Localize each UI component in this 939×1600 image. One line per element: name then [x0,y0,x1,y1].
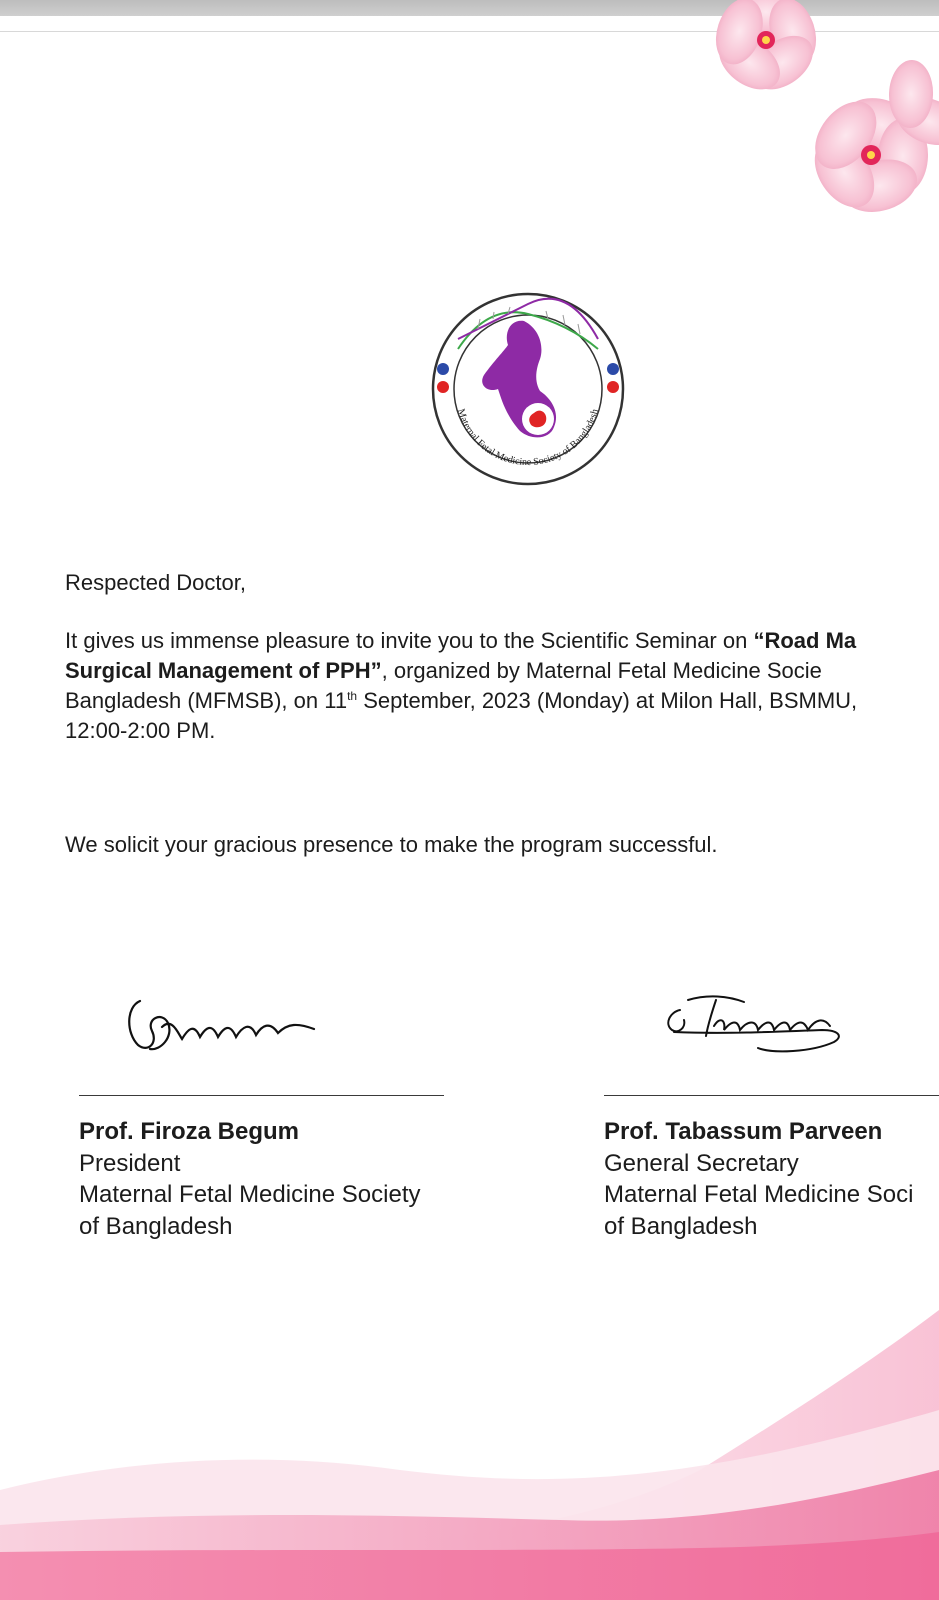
signatory-role: General Secretary [604,1149,799,1177]
signatory-name: Prof. Tabassum Parveen [604,1118,883,1145]
signature-firoza-begum [122,993,332,1063]
event-time: 12:00-2:00 PM. [65,718,216,743]
mfmsb-logo [428,289,628,489]
signatory-name: Prof. Firoza Begum [79,1118,300,1145]
signature-tabassum-parveen [662,990,862,1070]
invite-line-1 [65,626,939,656]
invite-line-3 [65,686,939,716]
bottom-wave-decoration [0,1180,939,1600]
invite-line-2 [65,656,939,686]
flowers-decoration [639,0,939,260]
signature-line-right [604,1095,939,1096]
signatory-org-line-2: of Bangladesh [604,1212,758,1240]
logo-ring-text: Maternal Fetal Medicine Society of Bangladesh [455,407,601,469]
date-text-start: Bangladesh (MFMSB), on 11 [65,688,348,713]
seminar-title-part-2: Surgical Management of PPH” [65,658,382,683]
salutation: Respected Doctor, [65,570,246,595]
closing-line: We solicit your gracious presence to make the program successful. [65,832,718,857]
invite-intro: It gives us immense pleasure to invite you to the Scientific Seminar on [65,628,754,653]
seminar-title-part-1: “Road Ma [753,628,857,653]
signatory-org-line-2: of Bangladesh [79,1212,233,1240]
signatory-role: President [79,1149,181,1177]
signatory-org-line-1: Maternal Fetal Medicine Society [79,1181,421,1208]
signature-line-left [79,1095,444,1096]
invitation-paragraph [65,626,939,746]
date-suffix: th [347,689,358,703]
flower-1 [708,0,824,100]
date-text-end: September, 2023 (Monday) at Milon Hall, BSMMU, [357,688,858,713]
signatory-org-line-1: Maternal Fetal Medicine Soci [604,1181,914,1208]
organizer-text: , organized by Maternal Fetal Medicine Socie [381,658,822,683]
